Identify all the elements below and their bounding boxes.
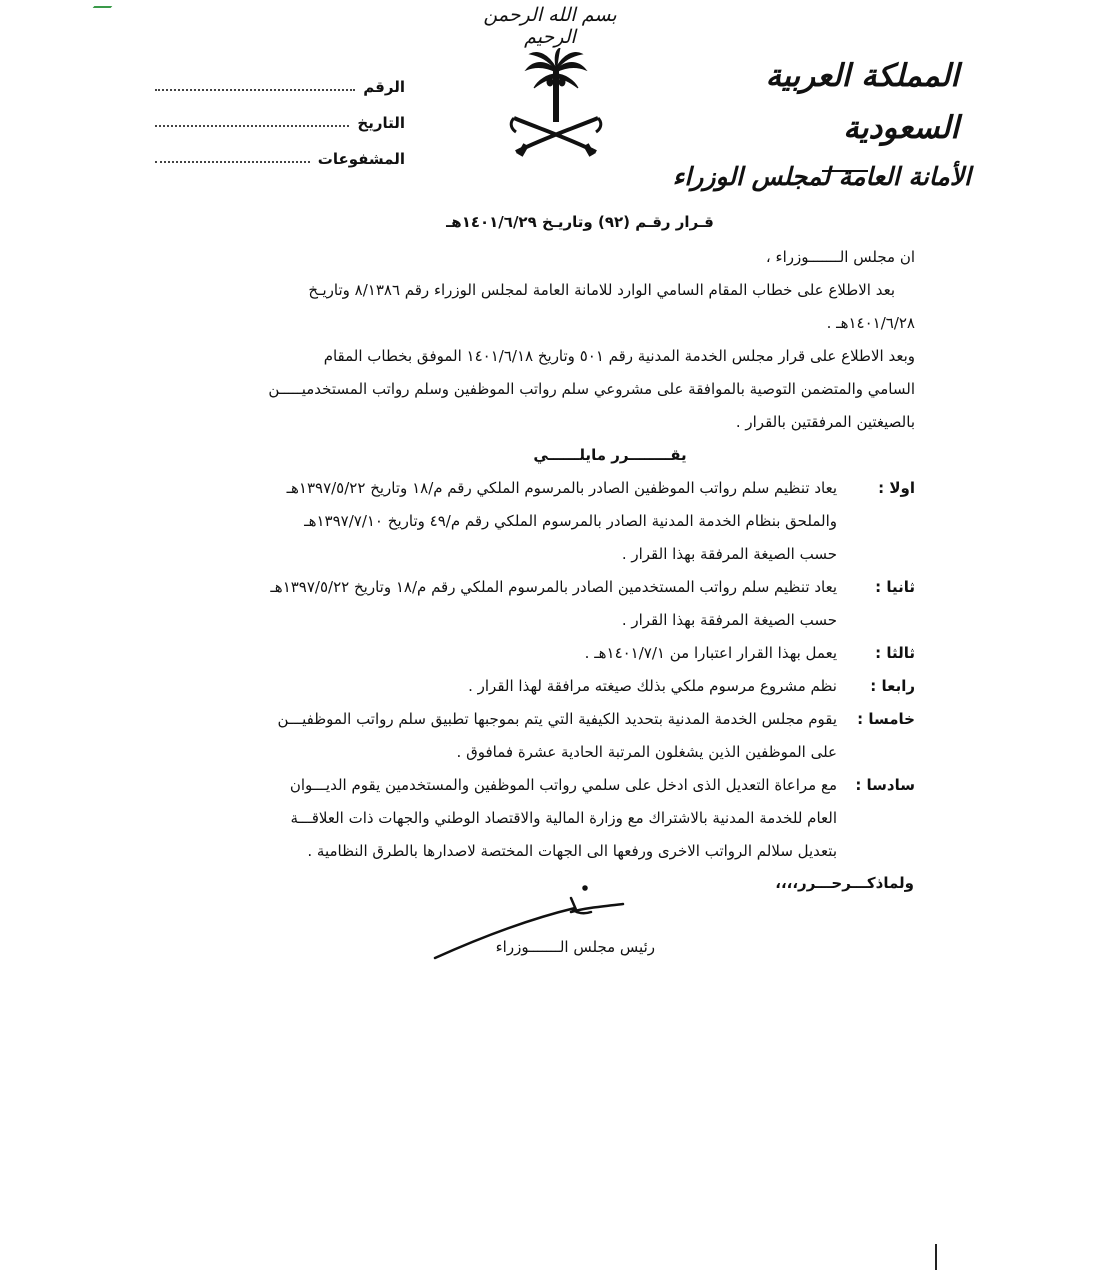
item-line: على الموظفين الذين يشغلون المرتبة الحادية عشرة فمافوق .	[456, 743, 837, 761]
item-text	[185, 571, 837, 637]
item-line: يقوم مجلس الخدمة المدنية بتحديد الكيفية التي يتم بموجبها تطبيق سلم رواتب الموظفيـــن	[277, 710, 837, 728]
item-label: خامسا :	[857, 710, 915, 728]
item-text	[185, 472, 837, 571]
item-line: يعاد تنظيم سلم رواتب الموظفين الصادر بالمرسوم الملكي رقم م/١٨ وتاريخ ١٣٩٧/٥/٢٢هـ	[286, 479, 837, 497]
meta-date-row	[155, 96, 405, 132]
meta-label: المشفوعات	[317, 150, 405, 168]
item-text	[185, 637, 837, 670]
preamble-line: بعد الاطلاع على خطاب المقام السامي الوارد للامانة العامة لمجلس الوزراء رقم ٨/١٣٨٦ وتاريـخ	[308, 281, 895, 299]
resolves-heading: يقــــــــرر مايلــــــي	[533, 446, 687, 464]
margin-mark	[935, 1244, 937, 1270]
letterhead-title	[659, 50, 971, 200]
item-line: والملحق بنظام الخدمة المدنية الصادر بالمرسوم الملكي رقم م/٤٩ وتاريخ ١٣٩٧/٧/١٠هـ	[304, 512, 837, 530]
dotted-field	[155, 89, 355, 91]
item-label: سادسا :	[855, 776, 915, 794]
preamble-line: بالصيغتين المرفقتين بالقرار .	[735, 413, 915, 431]
dotted-field	[155, 125, 349, 127]
meta-label: الرقم	[363, 78, 405, 96]
meta-label: التاريخ	[357, 114, 405, 132]
item-text	[185, 769, 837, 868]
decision-item-fifth	[185, 703, 915, 769]
decision-item-first	[185, 472, 915, 571]
decision-item-fourth	[185, 670, 915, 703]
corner-mark	[93, 0, 118, 8]
preamble-line: ١٤٠١/٦/٢٨هـ .	[826, 314, 915, 332]
decision-body	[185, 206, 915, 868]
item-line: مع مراعاة التعديل الذى ادخل على سلمي رواتب الموظفين والمستخدمين يقوم الديـــوان	[289, 776, 837, 794]
preamble-line: وبعد الاطلاع على قرار مجلس الخدمة المدنية رقم ٥٠١ وتاريخ ١٤٠١/٦/١٨ الموفق بخطاب المقام	[323, 347, 915, 365]
item-line: يعمل بهذا القرار اعتبارا من ١٤٠١/٧/١هـ .	[584, 644, 837, 662]
basmala: بسم الله الرحمن الرحيم	[483, 4, 617, 48]
item-label: ثانيا :	[875, 578, 915, 596]
meta-attachments-row	[155, 132, 405, 168]
item-label: رابعا :	[870, 677, 915, 695]
item-line: حسب الصيغة المرفقة بهذا القرار .	[621, 611, 837, 629]
handwritten-signature	[395, 880, 675, 980]
decision-item-third	[185, 637, 915, 670]
signature-caption: رئيس مجلس الـــــــوزراء	[495, 938, 655, 956]
palm-swords-emblem	[508, 48, 604, 158]
item-line: بتعديل سلالم الرواتب الاخرى ورفعها الى الجهات المختصة لاصدارها بالطرق النظامية .	[307, 842, 837, 860]
opening-line: ان مجلس الـــــــوزراء ،	[765, 248, 915, 266]
preamble-line: السامي والمتضمن التوصية بالموافقة على مشروعي سلم رواتب الموظفين وسلم رواتب المستخدميـــــن	[268, 380, 915, 398]
item-label: ثالثا :	[875, 644, 915, 662]
item-text	[185, 670, 837, 703]
dotted-field	[155, 161, 310, 163]
meta-number-row	[155, 60, 405, 96]
item-line: نظم مشروع مرسوم ملكي بذلك صيغته مرافقة لهذا القرار .	[468, 677, 837, 695]
decision-item-sixth	[185, 769, 915, 868]
item-line: يعاد تنظيم سلم رواتب المستخدمين الصادر بالمرسوم الملكي رقم م/١٨ وتاريخ ١٣٩٧/٥/٢٢هـ	[270, 578, 837, 596]
item-line: العام للخدمة المدنية بالاشتراك مع وزارة المالية والاقتصاد الوطني والجهات ذات العلاقـــة	[290, 809, 837, 827]
item-text	[185, 703, 837, 769]
header-divider	[822, 170, 868, 172]
item-line: حسب الصيغة المرفقة بهذا القرار .	[621, 545, 837, 563]
secretariat-name: الأمانة العامة لمجلس الوزراء	[672, 162, 971, 191]
kingdom-name: المملكة العربية السعودية	[765, 58, 959, 146]
decision-item-second	[185, 571, 915, 637]
closing-line: ولماذكـــرحـــرر،،،،	[775, 874, 914, 892]
decision-title: قـرار رقـم (٩٢) وتاريـخ ١٤٠١/٦/٢٩هـ	[446, 213, 714, 231]
reference-fields	[155, 60, 405, 168]
item-label: اولا :	[878, 479, 915, 497]
